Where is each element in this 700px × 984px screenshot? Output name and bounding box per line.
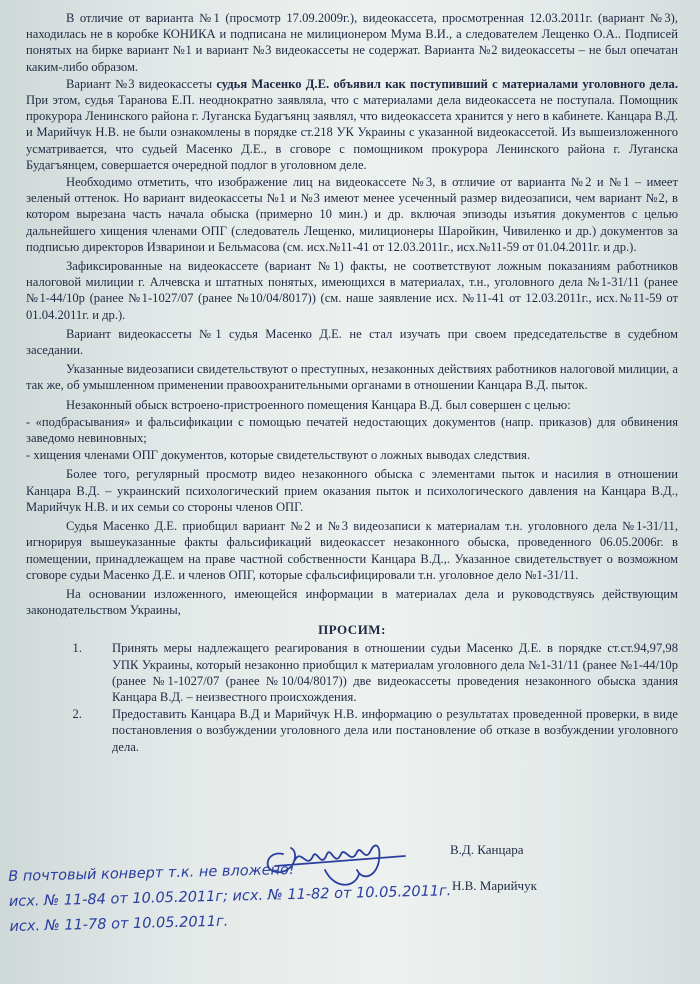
signature-name-1: В.Д. Канцара [450,842,524,857]
request-item-2 [26,706,678,755]
request-item-1 [26,640,678,705]
paragraph-5: Вариант видеокассеты №1 судья Масенко Д.Е. не стал изучать при своем председательстве в судебном заседании. [26,326,678,358]
paragraph-3: Необходимо отметить, что изображение лиц на видеокассете №3, в отличие от варианта №2 и №1 – имеет зеленый оттенок. Но вариант видеокассеты №1 и №3 имеют менее усеченный размер видеозаписи, чем вариант №2, в котором вырезана часть начала обыска (примерно 10 мин.) и др. включая эпизоды изъятия документов с целью дальнейшего хищения членами ОПГ (следователь Лещенко, милиционеры Шаройкин, Чивиленко и др.) документов за подписью директоров Изваринои и Бельмасова (см. исх.№11-41 от 12.03.2011г., исх.№11-59 от 01.04.2011г. и др.). [26,175,678,254]
paragraph-10: Более того, регулярный просмотр видео незаконного обыска с элементами пыток и насилия в отношении Канцара В.Д. – украинский психологический прием оказания пыток и психологического давления на Канцара В.Д., Марийчук Н.В. и их семьи со стороны членов ОПГ. [26,467,678,514]
paragraph-7: Незаконный обыск встроено-пристроенного помещения Канцара В.Д. был совершен с целью: [66,397,571,412]
paragraph-2-lead: Вариант №3 видеокассеты [66,76,217,91]
request-heading: ПРОСИМ: [318,622,386,638]
paragraph-2-rest: При этом, судья Таранова Е.П. неоднократно заявляла, что с материалами дела видеокассета не поступала. Помощник прокурора Ленинского района г. Луганска Будагъянц заявлял, что видеокассета хранится у него в кабинете. Канцара В.Д. и Марийчук Н.В. не были ознакомлены в порядке ст.218 УК Украины с указанной видеокассетой. Из вышеизложенного усматривается, что судьей Масенко Д.Е., в сговоре с помощником прокурора Ленинского района г. Луганска Будагъянцем, совершается очередной подлог в уголовном деле. [26,93,678,172]
document-body [26,10,678,755]
paragraph-4: Зафиксированные на видеокассете (вариант №1) факты, не соответствуют ложным показаниям работников налоговой милиции г. Алчевска и штатных понятых, имеющихся в материалах, т.н., уголовного дела №1-31/11 (ранее №1-44/10р (ранее №1-1027/07 (ранее №10/04/8017)) (см. наше заявление исх. №11-41 от 12.03.2011г., исх.№11-59 от 01.04.2011г. и др.). [26,259,678,322]
paragraph-8: - «подбрасывания» и фальсификации с помощью печатей недостающих документов (напр. приказов) для обвинения заведомо невиновных; [26,414,678,446]
paragraph-11: Судья Масенко Д.Е. приобщил вариант №2 и №3 видеозаписи к материалам т.н. уголовного дела №1-31/11, игнорируя вышеуказанные факты фальсификаций видеокассет незаконного обыска, проведенного 06.05.2006г. в помещении, принадлежащем на праве частной собственности Канцара В.Д.,. Указанное свидетельствует о возможном сговоре судьи Масенко Д.Е. и членов ОПГ, которые сфальсифицировали т.н. уголовное дело №1-31/11. [26,519,678,582]
handwritten-line-3: исх. № 11-78 от 10.05.2011г. [9,913,229,935]
paragraph-2 [26,76,678,173]
handwritten-line-1: В почтовый конверт т.к. не вложено! [8,861,295,885]
signature-name-2: Н.В. Марийчук [452,878,537,893]
request-text: Предоставить Канцара В.Д и Марийчук Н.В. информацию о результатах проведенной проверки, в виде постановления о возбуждении уголовного дела или постановление об отказе в возбуждении уголовного дела. [112,707,678,754]
request-number: 1. [72,641,82,656]
handwritten-line-2: исх. № 11-84 от 10.05.2011г; исх. № 11-82 от 10.05.2011г. [8,883,452,910]
request-number: 2. [72,707,82,722]
paragraph-1: В отличие от варианта №1 (просмотр 17.09.2009г.), видеокассета, просмотренная 12.03.2011г. (вариант №3), находилась не в коробке КОНИКА и подписана не милиционером Мума В.И., а следователем Лещенко О.А.. Подписей понятых на бирке вариант №1 и вариант №3 видеокассеты не содержат. Вариантa №2 видеокассеты – не был опечатан каким-либо образом. [26,11,678,74]
request-text: Принять меры надлежащего реагирования в отношении судьи Масенко Д.Е. в порядке ст.ст.94,97,98 УПК Украины, который незаконно приобщил к материалам уголовного дела №1-31/11 (ранее №1-44/10р (ранее №1-1027/07 (ранее №10/04/8017)) две видеокассеты проведения незаконного обыска здания Канцара В.Д. – неизвестного происхождения. [112,641,678,704]
paragraph-9: - хищения членами ОПГ документов, которые свидетельствуют о ложных выводах следствия. [26,448,531,463]
paragraph-12: На основании изложенного, имеющейся информации в материалах дела и руководствуясь действующим законодательством Украины, [26,586,678,618]
paragraph-6: Указанные видеозаписи свидетельствуют о преступных, незаконных действиях работников налоговой милиции, а так же, об умышленном применении правоохранительными органами в отношении Канцара В.Д. пыток. [26,362,678,393]
paragraph-2-bold: судья Масенко Д.Е. объявил как поступивший с материалами уголовного дела. [216,76,678,91]
